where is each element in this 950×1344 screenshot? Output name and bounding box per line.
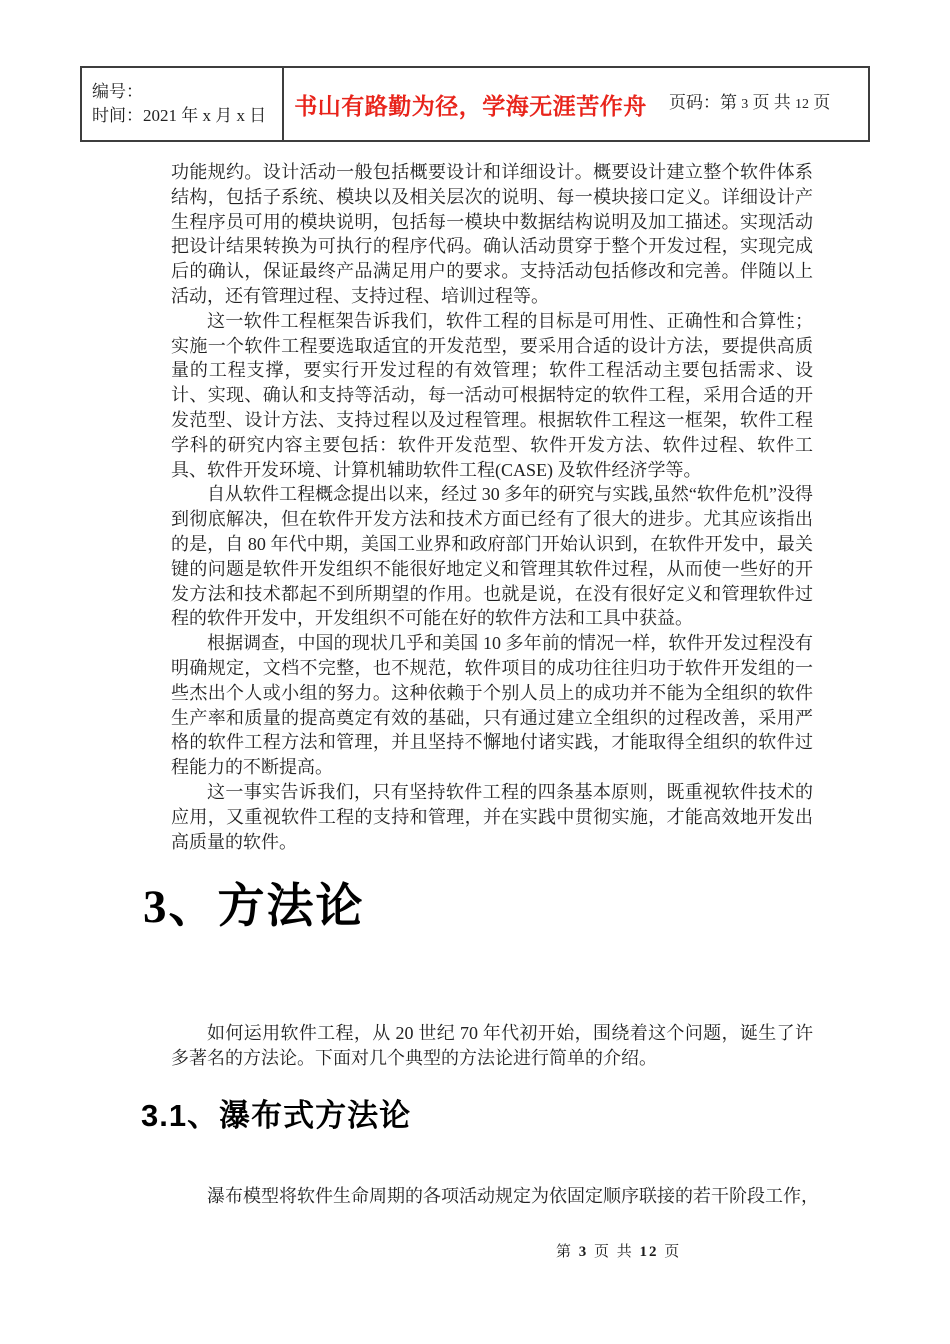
header-page-indicator — [669, 92, 868, 116]
document-date-label: 时间：2021 年 x 月 x 日 — [92, 106, 267, 125]
header-table — [80, 66, 870, 142]
footer-post: 页 — [658, 1244, 682, 1260]
header-cell-motto — [284, 68, 657, 140]
motto-text: 书山有路勤为径，学海无涯苦作舟 — [294, 93, 647, 119]
paragraph: 这一事实告诉我们，只有坚持软件工程的四条基本原则，既重视软件技术的应用，又重视软件工程的支持和管理，并在实践中贯彻实施，才能高效地开发出高质量的软件。 — [171, 781, 813, 852]
header-page-number: 3 — [741, 97, 749, 112]
document-number-label: 编号： — [92, 82, 143, 101]
paragraph: 根据调查，中国的现状几乎和美国 10 多年前的情况一样，软件开发过程没有明确规定，文档不完整，也不规范，软件项目的成功往往归功于软件开发组的一些杰出个人或小组的努力。这种依赖于个别人员上的成功并不能为全组织的软件生产率和质量的提高奠定有效的基础，只有通过建立全组织的过程改善，采用严格的软件工程方法和管理，并且坚持不懈地付诸实践，才能取得全组织的软件过程能力的不断提高。 — [171, 633, 813, 778]
header-page-post: 页 — [809, 93, 831, 112]
footer-page-number: 3 — [578, 1244, 589, 1260]
paragraph: 这一软件工程框架告诉我们，软件工程的目标是可用性、正确性和合算性；实施一个软件工程要选取适宜的开发范型，要采用合适的设计方法，要提供高质量的工程支撑，要实行开发过程的有效管理；软件工程活动主要包括需求、设计、实现、确认和支持等活动，每一活动可根据特定的软件工程，采用合适的开发范型、设计方法、支持过程以及过程管理。根据软件工程这一框架，软件工程学科的研究内容主要包括：软件开发范型、软件开发方法、软件过程、软件工具、软件开发环境、计算机辅助软件工程(CASE) 及软件经济学等。 — [171, 310, 813, 480]
body-text-block — [171, 160, 813, 854]
footer-pre: 第 — [556, 1244, 579, 1260]
intro-paragraph-block — [171, 1021, 813, 1071]
footer-mid: 页 共 — [588, 1244, 640, 1260]
intro-paragraph: 如何运用软件工程，从 20 世纪 70 年代初开始，围绕着这个问题，诞生了许多著名的方法论。下面对几个典型的方法论进行简单的介绍。 — [171, 1023, 813, 1068]
waterfall-paragraph-block — [171, 1184, 831, 1209]
header-cell-page — [657, 68, 868, 140]
header-cell-number-date — [82, 68, 284, 140]
footer-page-indicator — [556, 1240, 681, 1261]
paragraph: 自从软件工程概念提出以来，经过 30 多年的研究与实践,虽然“软件危机”没得到彻底解决，但在软件开发方法和技术方面已经有了很大的进步。尤其应该指出的是，自 80 年代中期，美国工业界和政府部门开始认识到，在软件开发中，最关键的问题是软件开发组织不能很好地定义和管理其软件过程，从而使一些好的开发方法和技术都起不到所期望的作用。也就是说，在没有很好定义和管理软件过程的软件开发中，开发组织不可能在好的软件方法和工具中获益。 — [171, 484, 813, 629]
header-page-label: 页码：第 — [669, 93, 742, 112]
paragraph: 功能规约。设计活动一般包括概要设计和详细设计。概要设计建立整个软件体系结构，包括子系统、模块以及相关层次的说明、每一模块接口定义。详细设计产生程序员可用的模块说明，包括每一模块中数据结构说明及加工描述。实现活动把设计结果转换为可执行的程序代码。确认活动贯穿于整个开发过程，实现完成后的确认，保证最终产品满足用户的要求。支持活动包括修改和完善。伴随以上活动，还有管理过程、支持过程、培训过程等。 — [171, 162, 813, 306]
waterfall-paragraph: 瀑布模型将软件生命周期的各项活动规定为依固定顺序联接的若干阶段工作， — [207, 1186, 819, 1206]
subsection-heading: 3.1、瀑布式方法论 — [141, 1098, 412, 1133]
section-heading: 3、方法论 — [143, 881, 365, 933]
footer-total-pages: 12 — [639, 1244, 659, 1260]
header-page-mid: 页 共 — [748, 93, 795, 112]
header-total-pages: 12 — [795, 97, 809, 112]
